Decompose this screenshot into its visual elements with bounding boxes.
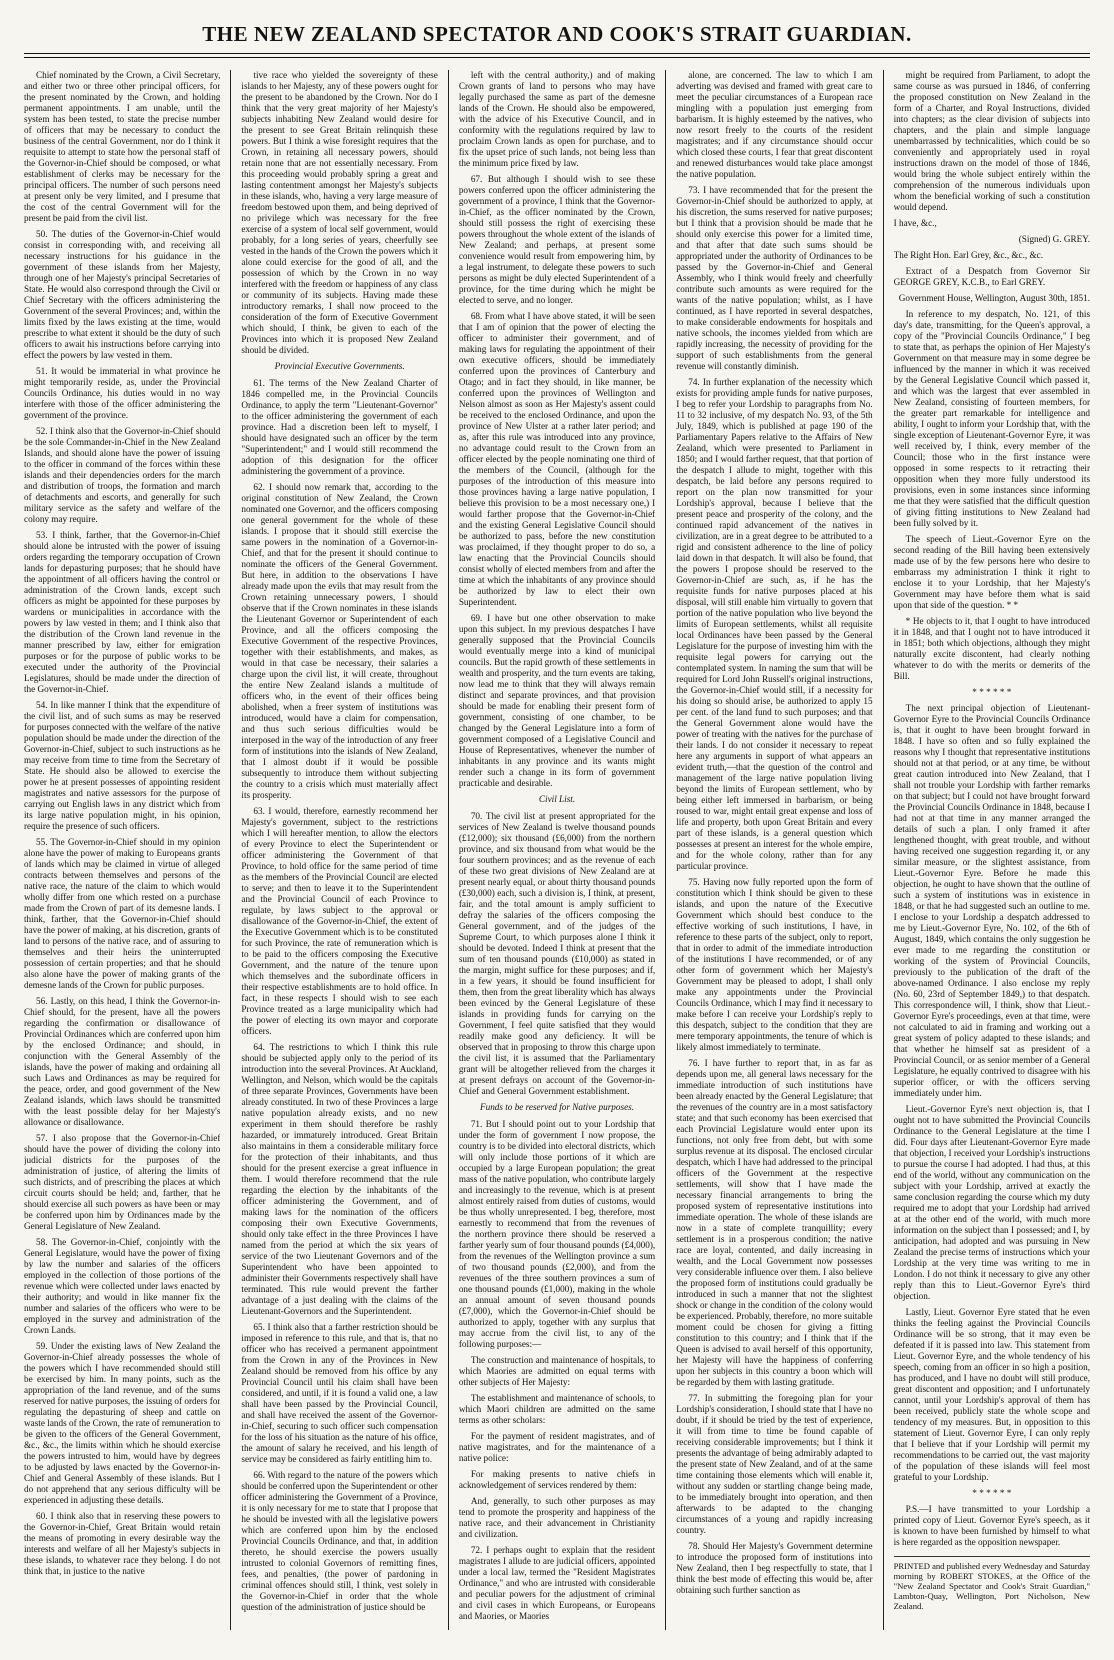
paragraph: 69. I have but one other observation to make upon this subject. In my previous despatches I have generally supposed that the Provincial Councils would eventually merge into a kind of municipal councils. But the rapid growth of these settlements in wealth and prosperity, and the turn events are taking, now lead me to think that they will always remain distinct and separate provinces, and that provision should be made for enabling their present form of government, consisting of one chamber, to be changed by the General Legislature into a form of government composed of a Legislative Council and House of Representatives, whenever the number of inhabitants in any province and its wants might render such a change in its form of government practicable and desirable.: [458, 613, 656, 788]
paragraph: For making presents to native chiefs in acknowledgement of services rendered by them:: [458, 1469, 656, 1490]
paragraph: 55. The Governor-in-Chief should in my opinion alone have the power of making to Europeans grants of lands which may be claimed in virtue of alleged contracts between themselves and persons of the native race, the nature of the claim to which would wholly differ from one which rested on a purchase made from the Crown of part of its demesne lands. I think, farther, that the Governor-in-Chief should have the power of making, at his discretion, grants of land to persons of the native race, and of assuring to themselves and their heirs the uninterrupted possession of certain properties; and that he should also alone have the power of making grants of the demesne lands of the Crown for public purposes.: [24, 837, 221, 990]
paragraph: Lieut.-Governor Eyre's next objection is, that I ought not to have submitted the Provincial Councils Ordinance to the General Legislature at the time I did. Four days after Lieutenant-Governor Eyre made that objection, I received your Lordship's instructions to pursue the course I had adopted. I had thus, at this end of the world, without any communication on the subject with your Lordship, arrived at exactly the same conclusion regarding the course which my duty required me to adopt that your Lordship had arrived at at the other end of the world, with much more information on the subject than I possessed; and I, by anticipation, had adopted and was pursuing in New Zealand the precise terms of instructions which your Lordship at the very time was writing to me in London. I do not think it necessary to give any other reply than this to Lieut.-Governor Eyre's third objection.: [893, 1104, 1091, 1301]
section-heading: Provincial Executive Governments.: [274, 361, 405, 371]
paragraph: 76. I have further to report that, in as far as depends upon me, all general laws necessary for the immediate introduction of such institutions have been already enacted by the General Legislature; that the revenues of the country are in a most satisfactory state; and that such economy has been exercised that each Provincial Legislature would enter upon its functions, not only free from debt, but with some surplus revenue at its disposal. The enclosed circular despatch, which I have had addressed to the principal officers of the Government at the respective settlements, will show that I have made the necessary financial arrangements to bring the proposed system of representative institutions into immediate operation. The whole of these islands are now in a state of complete tranquillity; every settlement is in a prosperous condition; the native race are loyal, contented, and daily increasing in wealth, and the Local Government now possesses very considerable influence over them. I also believe the proposed form of institutions could gradually be introduced in such a manner that not the slightest shock or change in the condition of the colony would be experienced. Probably, therefore, no more suitable moment could be chosen for giving a fitting constitution to this country; and I think that if the Queen is advised to avail herself of this opportunity, her Majesty will have the happiness of conferring upon her subjects in this country a boon which will be regarded by them with lasting gratitude.: [676, 1058, 873, 1387]
paragraph: 70. The civil list at present appropriated for the services of New Zealand is twelve thousand pounds (£12,000); six thousand (£6,000) from the northern province, and six thousand from what would be the four southern provinces; and as the revenue of each of these two great divisions of New Zealand are at present nearly equal, or about thirty thousand pounds (£30,000) each, such a division is, I think, at present, fair, and the total amount is amply sufficient to defray the salaries of the officers composing the General government, and of the judges of the Supreme Court, to which purposes alone I think it should be devoted. Indeed I think at present that the sum of ten thousand pounds (£10,000) as stated in the margin, might suffice for these purposes; and if, in a few years, it should be found insufficient for them, then from the great liberality which has always been evinced by the General Legislature of these islands in providing funds for carrying on the Government, I feel quite satisfied that they would readily make good any deficiency. It will be observed that in proposing to throw this charge upon the civil list, it is assumed that the Parliamentary grant will be altogether relieved from the charges it at present defrays on account of the Governor-in-Chief and General Government establishment.: [458, 811, 656, 1096]
masthead-rule: [24, 53, 1090, 58]
right-aligned-line: Government House, Wellington, August 30th, 1851.: [898, 293, 1091, 303]
column-2: [241, 70, 437, 1630]
paragraph: 60. I think also that in reserving these powers to the Governor-in-Chief, Great Britain would retain the means of promoting in every desirable way the interests and welfare of all her Majesty's subjects in these islands, to whatever race they belong. I do not think that, in justice to the native: [24, 1511, 221, 1576]
paragraph: 64. The restrictions to which I think this rule should be subjected apply only to the period of its introduction into the several Provinces. At Auckland, Wellington, and Nelson, which would be the capitals of three separate Provinces, Governments have been already constituted. In two of these Provinces a large native population already exists, and no new experiment in them should therefore be rashly hazarded, or immaturely introduced. Great Britain also maintains in them a considerable military force for the protection of their inhabitants, and thus should for the present exercise a great influence in them. I would therefore recommend that the rule regarding the election by the inhabitants of the officer administering the Government, and of making laws for the nomination of the officers composing their own Executive Governments, should only take effect in the three Provinces I have named from the period at which the six years of service of the two Lieutenant Governors and of the Superintendent who have been appointed to administer their Governments respectively shall have terminated. This rule would prevent the farther advantage of a just dealing with the claims of the Lieutenant-Governors and the Superintendent.: [241, 1042, 438, 1316]
column-divider: [883, 70, 884, 1630]
column-3: [459, 70, 655, 1630]
paragraph: 77. In submitting the foregoing plan for your Lordship's consideration, I should state that I have no doubt, if it should be tried by the test of experience, it will from time to time be found capable of receiving considerable improvements; but I think it presents the advantage of being admirably adapted to the present state of New Zealand, and of at the same time containing those elements which will enable it, without any sudden or startling change being made, to be immediately brought into operation, and then afterwards to be adapted to the changing circumstances of a young and rapidly increasing country.: [676, 1393, 873, 1535]
paragraph: 53. I think, farther, that the Governor-in-Chief should alone be intrusted with the power of issuing orders regarding the temporary occupation of Crown lands for depasturing purposes; that he should have the appointment of all officers having the control or administration of the Crown lands, except such officers as might be appointed for these purposes by wardens or municipalities in accordance with the powers by law vested in them; and I think also that the distribution of the Crown land revenue in the manner prescribed by law, either for emigration purposes or for the purpose of public works to be executed under the authority of the Provincial Legislatures, should be made under the direction of the Governor-in-Chief.: [24, 530, 221, 694]
printer-imprint: PRINTED and published every Wednesday and Saturday morning by ROBERT STOKES, at the Office of the "New Zealand Spectator and Cook's Strait Guardian," Lambton-Quay, Wellington, Port Nicholson, New Zealand.: [894, 1556, 1090, 1611]
paragraph: 62. I should now remark that, according to the original constitution of New Zealand, the Crown nominated one Governor, and the officers composing one general government for the whole of these islands. I propose that it should still exercise the same powers in the nomination of a Governor-in-Chief, and that for the present it should continue to nominate the officers of the General Government. But here, in addition to the observations I have already made upon the evils that may result from the Crown retaining unnecessary powers, I should observe that if the Crown nominates in these islands the Lieutenant Governor or Superintendent of each Province, and all the officers composing the Executive Government of the respective Provinces, together with their establishments, and makes, as would in that case be necessary, their salaries a charge upon the civil list, it will create, throughout the entire New Zealand islands a multitude of officers who, in the event of their offices being abolished, when a freer system of institutions was introduced, would have a claim for compensation, and thus such serious difficulties would be interposed in the way of the introduction of any freer form of institutions into the islands of New Zealand, that I almost doubt if it would be possible subsequently to introduce them without subjecting the country to a crisis which must materially affect its prosperity.: [241, 482, 438, 800]
paragraph: 72. I perhaps ought to explain that the resident magistrates I allude to are judicial officers, appointed under a local law, termed the "Resident Magistrates Ordinance," and who are intrusted with considerable and peculiar powers for the adjustment of criminal and civil cases in which Europeans, or Europeans and Maories, or Maories: [458, 1545, 656, 1621]
right-aligned-line: (Signed) G. GREY.: [1018, 234, 1091, 244]
paragraph: P.S.—I have transmitted to your Lordship a printed copy of Lieut. Governor Eyre's speech, as it is known to have been furnished by himself to what is here regarded as the opposition newspaper.: [893, 1504, 1091, 1547]
plain-line: The Right Hon. Earl Grey, &c., &c., &c.: [893, 250, 1044, 260]
masthead-title: THE NEW ZEALAND SPECTATOR AND COOK'S STRAIT GUARDIAN.: [202, 22, 912, 46]
paragraph: alone, are concerned. The law to which I am adverting was devised and framed with great care to meet the peculiar circumstances of a European race mingling with a population just emerging from barbarism. It is highly esteemed by the natives, who now resort freely to the courts of the resident magistrates; and if any circumstance should occur which closed these courts, I fear that great discontent and renewed disturbances would take place amongst the native population.: [676, 70, 873, 179]
section-heading: Civil List.: [538, 794, 576, 804]
paragraph: The speech of Lieut.-Governor Eyre on the second reading of the Bill having been extensively made use of by the few persons here who desire to embarrass my administration I think it right to enclose it to your Lordship, that her Majesty's Government may have before them what is said upon that side of the question. * *: [893, 534, 1091, 610]
paragraph: 73. I have recommended that for the present the Governor-in-Chief should be authorized to apply, at his discretion, the sums reserved for native purposes; but I think that a provision should be made that he should only exercise this power for a limited time, and that after that date such sums should be appropriated under the authority of Ordinances to be passed by the Governor-in-Chief and General Assembly, who I think would freely and cheerfully contribute such amounts as were required for the wants of the native population; whilst, as I have continued, as I have reported in several despatches, to make considerable endowments for hospitals and native schools, the incomes yielded from which are rapidly increasing, the necessity of providing for the support of such establishments from the general revenue will constantly diminish.: [676, 185, 873, 371]
paragraph: 61. The terms of the New Zealand Charter of 1846 compelled me, in the Provincial Councils Ordinance, to apply the term "Lieutenant-Governor" to the officer administering the government of each province. Had a discretion been left to myself, I should have designated such an officer by the term "Superintendent;" and I would still recommend the adoption of this designation for the officer administering the government of a province.: [241, 378, 438, 476]
paragraph: Lastly, Lieut. Governor Eyre stated that he even thinks the feeling against the Provincial Councils Ordinance will be so strong, that it may even be defeated if it is passed into law. This statement from Lieut. Governor Eyre, and the whole tendency of his speech, coming from an officer in so high a position, has produced, and I have no doubt will still produce, great discontent and opposition; and I unfortunately cannot, until your Lordship's approval of them has been received, publicly state the whole scope and tendency of my measures. But, in opposition to this statement of Lieut. Governor Eyre, I can only reply that I believe that if your Lordship will permit my recommendations to be carried out, the vast majority of the population of these islands will feel most grateful to your Lordship.: [893, 1307, 1091, 1482]
paragraph: Chief nominated by the Crown, a Civil Secretary, and either two or three other principal officers, for the present nominated by the Crown, and holding permanent appointments. I am unable, until the system has been tested, to state the precise number of officers that may be necessary to conduct the business of the central Government, nor do I think it requisite to attempt to state how the personal staff of the Governor-in-Chief should be composed, or what establishment of clerks may be necessary for the principal officers. The number of such persons need at present only be very limited, and I presume that the cost of the central Government will for the present be paid from the civil list.: [24, 70, 221, 223]
column-4: [676, 70, 872, 1630]
asterisk-divider: * * * * * *: [972, 1488, 1012, 1498]
paragraph: might be required from Parliament, to adopt the same course as was pursued in 1846, of conferring the proposed constitution on New Zealand in the form of a Charter, and Royal Instructions, divided into chapters; as the clear division of subjects into chapters, and the plain and simple language unembarrassed by technicalities, which could be so conveniently and appropriately used in royal instructions drawn on the model of those of 1846, would bring the whole subject entirely within the comprehension of the numerous individuals upon whom the beneficial working of such a constitution would depend.: [893, 70, 1091, 212]
text-columns: [24, 70, 1090, 1630]
paragraph: 66. With regard to the nature of the powers which should be conferred upon the Superintendent or other officer administering the Government of a Province, it is only necessary for me to state that I propose that he should be invested with all the legislative powers which are conferred upon him by the enclosed Provincial Councils Ordinance, and that, in addition thereto, he should exercise the powers usually intrusted to colonial Governors of remitting fines, fees, and penalties, (the power of pardoning in criminal offences should still, I think, vest solely in the Governor-in-Chief in order that the whole question of the administration of justice should be: [241, 1470, 438, 1612]
paragraph: 71. But I should point out to your Lordship that under the form of government I now propose, the country is to be divided into electoral districts, which will only include those portions of it which are occupied by a large European population; the great mass of the native population, who contribute largely and increasingly to the revenue, which is at present almost entirely raised from duties of customs, would be thus wholly unrepresented. I beg, therefore, most earnestly to recommend that from the revenues of the northern province there should be reserved a farther yearly sum of four thousand pounds (£4,000), from the revenues of the Wellington province a sum of two thousand pounds (£2,000), and from the revenues of the three southern provinces a sum of one thousand pounds (£1,000), making in the whole an annual amount of seven thousand pounds (£7,000), which the Governor-in-Chief should be authorized to apply, together with any surplus that may accrue from the civil list, to any of the following purposes:—: [458, 1119, 656, 1349]
paragraph: The next principal objection of Lieutenant-Governor Eyre to the Provincial Councils Ordinance is, that it ought to have been brought forward in 1848. I have so often and so fully explained the reasons why I thought that representative institutions should not at that period, or at any time, be without great caution introduced into New Zealand, that I shall not trouble your Lordship with farther remarks on that subject; but I could not have brought forward the Provincial Councils Ordinance in 1848, because I had not at that time in any manner arranged the details of such a plan. I only framed it after lengthened thought, with great trouble, and without having received one suggestion regarding it, or any similar measure, or the slightest assistance, from Lieut.-Governor Eyre. Before he made this objection, he ought to have shown that the outline of such a system of institutions was in existence in 1848, or that he had suggested such an outline to me. I enclose to your Lordship a despatch addressed to me by Lieut.-Governor Eyre, No. 102, of the 6th of August, 1849, which contains the only suggestion he ever made to me regarding the constitution or working of the system of Provincial Councils, previously to the publication of the draft of the above-named Ordinance. I also enclose my reply (No. 60, 23rd of September 1849,) to that despatch. This correspondence will, I think, show that Lieut.-Governor Eyre's proceedings, even at that time, were not calculated to aid in framing and working out a great system of policy adapted to these islands; and that whether he himself sat as president of a Provincial Council, or as senior member of a General Legislature, he equally contrived to disagree with his superior officer, or with the officers serving immediately under him.: [893, 703, 1091, 1098]
column-divider: [665, 70, 666, 1630]
paragraph: left with the central authority,) and of making Crown grants of land to persons who may have legally purchased the same as part of the demesne lands of the Crown. He should also be empowered, with the advice of his Executive Council, and in conformity with the regulations required by law to proclaim Crown lands as open for purchase, and to fix the upset price of such lands, not being less than the minimum price fixed by law.: [458, 70, 656, 168]
paragraph: 52. I think also that the Governor-in-Chief should be the sole Commander-in-Chief in the New Zealand Islands, and should alone have the power of issuing to the officer in command of the forces within these islands and their dependencies orders for the march and distribution of troops, the formation and march of detachments and escorts, and generally for such military service as the safety and welfare of the colony may require.: [24, 426, 221, 524]
paragraph: Extract of a Despatch from Governor Sir GEORGE GREY, K.C.B., to Earl GREY.: [893, 266, 1091, 287]
paragraph: * He objects to it, that I ought to have introduced it in 1848, and that I ought not to have introduced it in 1851; both which objections, although they might naturally excite discontent, had clearly nothing whatever to do with the merits or demerits of the Bill.: [893, 616, 1091, 681]
paragraph: 67. But although I should wish to see these powers conferred upon the officer administering the government of a province, I think that the Governor-in-Chief, as the officer nominated by the Crown, should still possess the right of exercising these powers throughout the whole extent of the islands of New Zealand; and perhaps, at present some convenience would result from empowering him, by a legal instrument, to delegate these powers to such persons as might be duly elected Superintendent of a province, for the time during which he might be elected to serve, and no longer.: [458, 174, 656, 305]
paragraph: The establishment and maintenance of schools, to which Maori children are admitted on the same terms as other scholars:: [458, 1393, 656, 1425]
paragraph: In reference to my despatch, No. 121, of this day's date, transmitting, for the Queen's approval, a copy of the "Provincial Councils Ordinance," I beg to state that, as perhaps the opinion of Her Majesty's Government on that measure may in some degree be influenced by the manner in which it was received by the General Legislative Council which passed it, and which was the largest that ever assembled in New Zealand, consisting of fourteen members, for the greater part remarkable for intelligence and ability, I ought to inform your Lordship that, with the single exception of Lieutenant-Governor Eyre, it was well received by, I think, every member of the Council; those who in the first instance were opposed in some respects to it retracting their opposition when they more fully understood its provisions, even in some instances since informing me that they were satisfied that the difficult question of giving fitting institutions to New Zealand had been fully solved by it.: [893, 309, 1091, 528]
paragraph: 51. It would be immaterial in what province he might temporarily reside, as, under the Provincial Councils Ordinance, his duties would in no way interfere with those of the officer administering the government of the province.: [24, 366, 221, 420]
paragraph: For the payment of resident magistrates, and of native magistrates, and for the maintenance of a native police:: [458, 1431, 656, 1463]
paragraph: 57. I also propose that the Governor-in-Chief should have the power of dividing the colony into judicial districts for the purposes of the administration of justice, of altering the limits of such districts, and of prescribing the places at which circuit courts should be held; and, farther, that he should exercise all such powers as have been or may be conferred upon him by Ordinances made by the General Legislature of New Zealand.: [24, 1133, 221, 1231]
plain-line: I have, &c.,: [893, 218, 937, 228]
paragraph: 56. Lastly, on this head, I think the Governor-in-Chief should, for the present, have all the powers regarding the confirmation or disallowance of Provincial Ordinances which are conferred upon him by the enclosed Ordinance; and should, in conjunction with the General Assembly of the islands, have the power of making and ordaining all such Laws and Ordinances as may be required for the peace, order, and good government of the New Zealand islands, which laws should be transmitted with the least possible delay for her Majesty's allowance or disallowance.: [24, 996, 221, 1127]
paragraph: And, generally, to such other purposes as may tend to promote the prosperity and happiness of the native race, and their advancement in Christianity and civilization.: [458, 1496, 656, 1539]
column-1: [24, 70, 220, 1630]
asterisk-divider: * * * * * *: [972, 687, 1012, 697]
column-divider: [448, 70, 449, 1630]
paragraph: 68. From what I have above stated, it will be seen that I am of opinion that the power of electing the officer to administer their government, and of making laws for regulating the appointment of their own executive officers, should be immediately conferred upon the provinces of Canterbury and Otago; and in fact they should, in like manner, be conferred upon the provinces of Wellington and Nelson almost as soon as Her Majesty's assent could be received to the enclosed Ordinance, and upon the province of New Ulster at a rather later period; and as, after this rule was introduced into any province, no advantage could result to the Crown from an officer elected by the people nominating one third of the members of the Council, (although for the purposes of the introduction of this measure into those provinces having a large native population, I believe this provision to be a most necessary one,) I would farther propose that the Governor-in-Chief and the existing General Legislative Council should be authorized to pass, before the new constitution was proclaimed, if they thought proper to do so, a law enacting that the Provincial Councils should consist wholly of elected members from and after the time at which the inhabitants of any province should be authorized by law to elect their own Superintendent.: [458, 311, 656, 607]
column-divider: [230, 70, 231, 1630]
paragraph: 78. Should Her Majesty's Government determine to introduce the proposed form of institutions into New Zealand, then I beg respectfully to state, that I think the best mode of effecting this would be, after obtaining such further sanction as: [676, 1541, 873, 1595]
paragraph: 54. In like manner I think that the expenditure of the civil list, and of such sums as may be reserved for purposes connected with the welfare of the native population should be made under the direction of the Governor-in-Chief, subject to such instructions as he may receive from time to time from the Secretary of State. He should also be allowed to exercise the power he at present possesses of appointing resident magistrates and native assessors for the purpose of carrying out English laws in any district which from its large native population might, in his opinion, require the presence of such officers.: [24, 700, 221, 831]
paragraph: 63. I would, therefore, earnestly recommend her Majesty's government, subject to the restrictions which I will hereafter mention, to allow the electors of every Province to elect the Superintendent or officer administering the Government of that Province, to hold office for the same period of time as the members of the Provincial Council are elected to serve; and then to leave it to the Superintendent and the Provincial Council of each Province to regulate, by laws subject to the approval or disallowance of the Governor-in-Chief, the extent of the Executive Government which is to be constituted for such Province, the rate of remuneration which is to be paid to the officers composing the Executive Government, and the nature of the tenure upon which themselves and the subordinate officers in their respective establishments are to hold office. In fact, in these respects I should wish to see each Province treated as a large municipality which had the power of electing its own mayor and corporate officers.: [241, 806, 438, 1036]
paragraph: 58. The Governor-in-Chief, conjointly with the General Legislature, would have the power of fixing by law the number and salaries of the officers employed in the collection of those portions of the revenue which were collected under laws enacted by their authority; and would in like manner fix the number and salaries of the officers who were to be employed in the survey and administration of the Crown Lands.: [24, 1237, 221, 1335]
paragraph: 74. In further explanation of the necessity which exists for providing ample funds for native purposes, I beg to refer your Lordship to paragraphs from No. 11 to 32 inclusive, of my despatch No. 93, of the 5th July, 1849, which is published at page 190 of the Parliamentary Papers relative to the Affairs of New Zealand, which were presented to Parliament in 1850; and I would farther request, that that portion of the despatch I allude to might, together with this despatch, be laid before any persons required to report on the plan now transmitted for your Lordship's approval, because I believe that the present peace and prosperity of the colony, and the continued rapid advancement of the natives in civilization, are in a great degree to be attributed to a rigid and consistent adherence to the line of policy laid down in that despatch. It will also be found, that the powers I propose should be reserved to the Governor-in-Chief are such, as, if he has the requisite funds for native purposes placed at his disposal, will still enable him virtually to govern that portion of the native population who live beyond the limits of European settlements, whilst all requisite local Ordinances have been passed by the General Legislature for the purpose of investing him with the requisite legal powers for carrying out the contemplated system. In naming the sum that will be required for Lord John Russell's original instructions, the Governor-in-Chief would still, if a necessity for his doing so should arise, be authorized to apply 15 per cent. of the land fund to such purposes; and that the General Government alone would have the power of treating with the natives for the purchase of their lands. I do not consider it necessary to repeat here any arguments in support of what appears an evident truth,—that the question of the control and management of the large native population living beyond the limits of European settlement, who by being either left immersed in barbarism, or being roused to war, might entail great expense and loss of life and property, both upon Great Britain and every part of these islands, is a general question which possesses at present an interest for the whole empire, and for the whole colony, rather than for any particular province.: [676, 377, 873, 871]
paragraph: tive race who yielded the sovereignty of these islands to her Majesty, any of these powers ought for the present to be abandoned by the Crown. Nor do I think that the very great majority of her Majesty's subjects inhabiting New Zealand would desire for the present to see Great Britain relinquish these powers. But I think a wise foresight requires that the Crown, in retaining all necessary powers, should retain none that are not essentially necessary. From this proceeding would probably spring a great and lasting contentment amongst her Majesty's subjects in these islands, who, having a very large measure of freedom bestowed upon them, and being deprived of no privilege which was necessary for the free exercise of a system of local self government, would probably, for a long series of years, cheerfully see vested in the hands of the Crown the powers which it alone could exercise for the good of all, and the possession of which by the Crown in no way interfered with the freedom or happiness of any class or community of its subjects. Having made these introductory remarks, I shall now proceed to the consideration of the form of Executive Government which should, I think, be given to each of the Provinces into which it is proposed New Zealand should be divided.: [241, 70, 438, 355]
paragraph: 59. Under the existing laws of New Zealand the Governor-in-Chief already possesses the whole of the powers which I have recommended should still be exercised by him. In many points, such as the appropriation of the land revenue, and of the sums reserved for native purposes, the issuing of orders for regulating the depasturing of sheep and cattle on waste lands of the Crown, the rate of remuneration to be given to the officers of the General Government, &c., &c., the limits within which he should exercise the powers intrusted to him, would have by degrees to be adjusted by laws enacted by the Governor-in-Chief and General Assembly of these islands. But I do not apprehend that any serious difficulty will be experienced in adjusting these details.: [24, 1341, 221, 1505]
paragraph: 65. I think also that a farther restriction should be imposed in reference to this rule, and that is, that no officer who has received a permanent appointment from the Crown in any of the Provinces in New Zealand should be removed from his office by any Provincial Council until his claim shall have been considered, and until, if it is found a valid one, a law shall have been passed by the Provincial Council, and shall have received the assent of the Governor-in-Chief, securing to such officer such compensation for the loss of his situation as the nature of his office, the amount of salary he received, and his length of service may be considered as fairly entitling him to.: [241, 1322, 438, 1464]
column-5: [894, 70, 1090, 1630]
paragraph: 75. Having now fully reported upon the form of constitution which I think should be given to these islands, and upon the nature of the Executive Government which should best conduce to the effective working of such institutions, I have, in reference to these parts of the subject, only to report, that in order to admit of the immediate introduction of the institutions I have recommended, or of any other form of government which her Majesty's Government may be pleased to adopt, I shall only make any appointments under the Provincial Councils Ordinance, which I may find it necessary to make before I can receive your Lordship's reply to this despatch, subject to the condition that they are mere temporary appointments, the tenure of which is likely almost immediately to terminate.: [676, 877, 873, 1052]
section-heading: Funds to be reserved for Native purposes.: [479, 1102, 635, 1112]
paragraph: 50. The duties of the Governor-in-Chief would consist in corresponding with, and receiving all necessary instructions for his guidance in the government of these islands from her Majesty, through one of her Majesty's principal Secretaries of State. He would also correspond through the Civil or Chief Secretary with the officers administering the Government of the several Provinces; and, within the limits fixed by the laws existing at the time, would prescribe to what extent it should be the duty of such officers to await his instructions before carrying into effect the powers by law vested in them.: [24, 229, 221, 360]
paragraph: The construction and maintenance of hospitals, to which Maories are admitted on equal terms with other subjects of Her Majesty:: [458, 1355, 656, 1387]
